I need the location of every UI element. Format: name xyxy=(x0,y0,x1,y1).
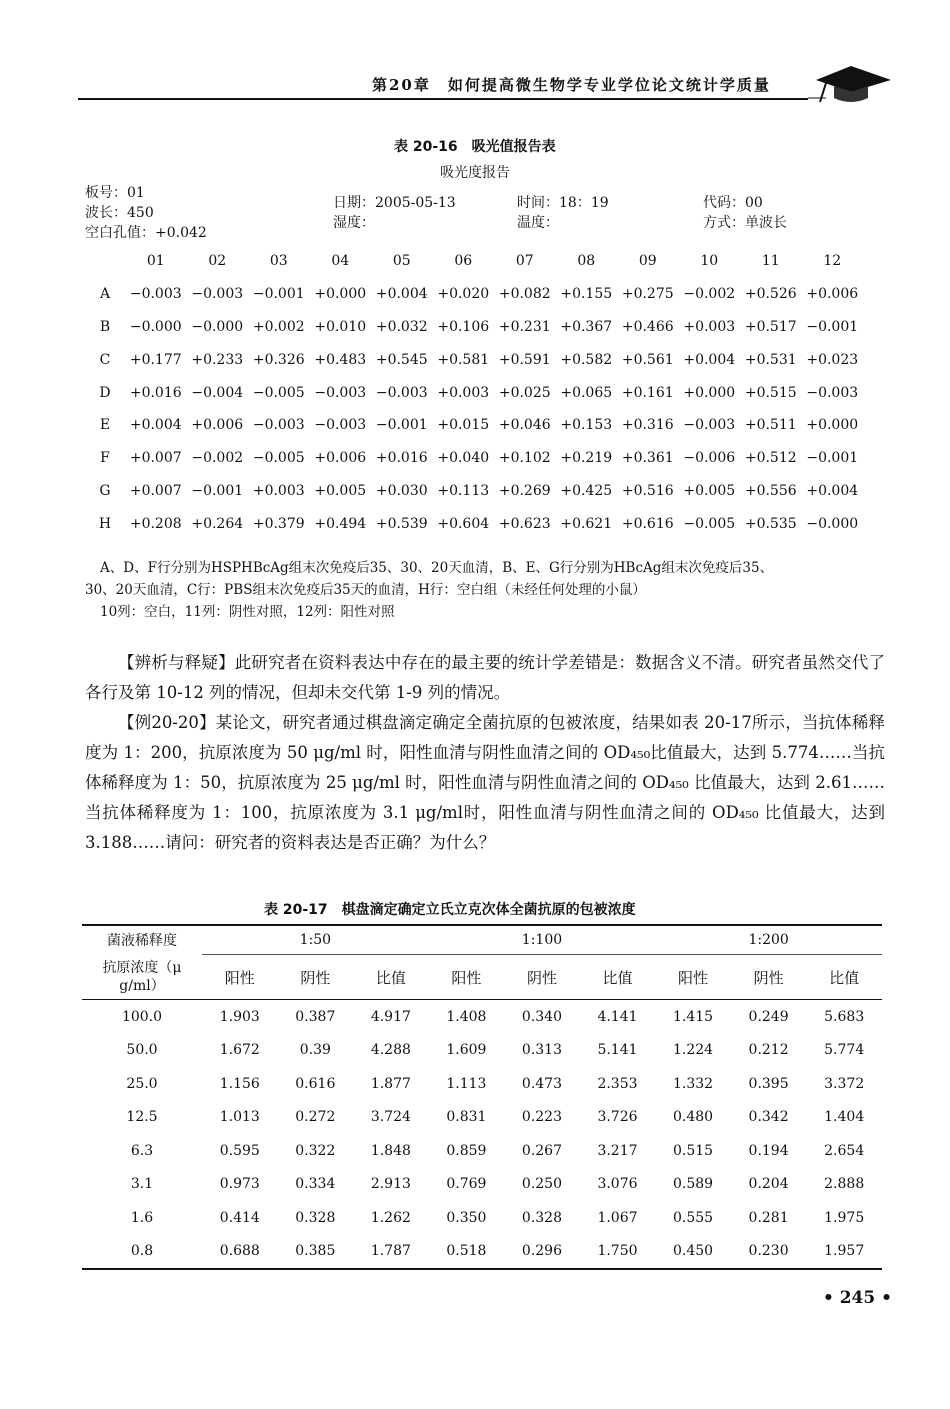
value-cell: 1.224 xyxy=(673,1042,714,1059)
absorbance-cell: −0.001 xyxy=(806,450,859,467)
value-cell: 0.204 xyxy=(748,1176,789,1193)
value-cell: 1.848 xyxy=(370,1142,411,1159)
absorbance-table xyxy=(85,245,863,540)
value-cell: 1.332 xyxy=(673,1075,714,1092)
value-cell: 0.769 xyxy=(446,1176,487,1193)
value-cell: 0.230 xyxy=(731,1235,807,1270)
absorbance-row xyxy=(85,507,863,540)
value-cell: 2.888 xyxy=(824,1176,865,1193)
concentration-cell: 0.8 xyxy=(82,1235,202,1270)
subhead-ratio: 比值 xyxy=(580,955,656,1000)
absorbance-cell: +0.264 xyxy=(191,515,244,532)
value-cell: 0.212 xyxy=(748,1042,789,1059)
value-cell: 0.328 xyxy=(521,1209,562,1226)
value-cell: 0.281 xyxy=(748,1209,789,1226)
absorbance-cell: +0.545 xyxy=(375,351,428,368)
date: 日期：2005-05-13 xyxy=(333,195,456,211)
dilution-label: 菌液稀释度 xyxy=(82,925,202,955)
table-row xyxy=(82,1101,882,1135)
subhead-positive: 阳性 xyxy=(655,955,731,1000)
table-row xyxy=(82,1235,882,1270)
subhead-positive: 阳性 xyxy=(429,955,505,1000)
column-header: 08 xyxy=(577,253,596,270)
value-cell: 1.609 xyxy=(446,1042,487,1059)
absorbance-body xyxy=(85,278,863,540)
absorbance-cell: +0.361 xyxy=(621,450,674,467)
absorbance-header-row xyxy=(85,245,863,278)
absorbance-cell: +0.326 xyxy=(252,351,305,368)
value-cell: 0.328 xyxy=(295,1209,336,1226)
value-cell: 4.917 xyxy=(370,1008,411,1025)
column-header: 12 xyxy=(823,253,842,270)
absorbance-cell: +0.010 xyxy=(314,318,367,335)
absorbance-cell: +0.581 xyxy=(437,351,490,368)
value-cell: 0.249 xyxy=(748,1008,789,1025)
absorbance-cell: +0.604 xyxy=(437,515,490,532)
absorbance-cell: −0.003 xyxy=(375,384,428,401)
absorbance-cell: +0.516 xyxy=(621,482,674,499)
concentration-cell: 50.0 xyxy=(126,1042,158,1059)
corner-cell xyxy=(85,245,125,278)
column-header: 07 xyxy=(515,253,534,270)
concentration-cell: 100.0 xyxy=(121,1008,163,1025)
subhead-positive: 阳性 xyxy=(202,955,278,1000)
absorbance-cell: +0.591 xyxy=(498,351,551,368)
value-cell: 0.973 xyxy=(219,1176,260,1193)
absorbance-cell: −0.006 xyxy=(683,450,736,467)
value-cell: 0.194 xyxy=(748,1142,789,1159)
absorbance-cell: +0.003 xyxy=(252,482,305,499)
table17-title: 表 20-17 棋盘滴定确定立氏立克次体全菌抗原的包被浓度 xyxy=(264,902,636,918)
value-cell: 1.156 xyxy=(219,1075,260,1092)
value-cell: 2.913 xyxy=(370,1176,411,1193)
value-cell: 1.408 xyxy=(446,1008,487,1025)
absorbance-cell: +0.379 xyxy=(252,515,305,532)
humidity: 湿度： xyxy=(333,215,375,231)
absorbance-row xyxy=(85,311,863,344)
concentration-cell: 1.6 xyxy=(130,1209,154,1226)
dilution-1-100: 1:100 xyxy=(429,925,656,955)
absorbance-cell: +0.032 xyxy=(375,318,428,335)
absorbance-cell: −0.005 xyxy=(252,384,305,401)
absorbance-cell: +0.007 xyxy=(129,482,182,499)
value-cell: 1.013 xyxy=(219,1109,260,1126)
value-cell: 1.113 xyxy=(446,1075,487,1092)
absorbance-cell: +0.425 xyxy=(560,482,613,499)
absorbance-cell: −0.001 xyxy=(191,482,244,499)
value-cell: 1.877 xyxy=(370,1075,411,1092)
table16-note-3: 10列：空白，11列：阴性对照，12列：阳性对照 xyxy=(100,604,395,620)
value-cell: 0.334 xyxy=(295,1176,336,1193)
table-row xyxy=(82,1000,882,1034)
absorbance-cell: +0.367 xyxy=(560,318,613,335)
value-cell: 0.473 xyxy=(521,1075,562,1092)
value-cell: 5.141 xyxy=(597,1042,638,1059)
value-cell: 1.750 xyxy=(580,1235,656,1270)
value-cell: 1.903 xyxy=(219,1008,260,1025)
value-cell: 3.724 xyxy=(370,1109,411,1126)
concentration-label: 抗原浓度（μ g/ml） xyxy=(82,955,202,1000)
time: 时间：18：19 xyxy=(517,195,609,211)
absorbance-cell: −0.002 xyxy=(191,450,244,467)
absorbance-cell: +0.515 xyxy=(744,384,797,401)
absorbance-cell: +0.046 xyxy=(498,417,551,434)
absorbance-cell: +0.177 xyxy=(129,351,182,368)
absorbance-cell: +0.316 xyxy=(621,417,674,434)
absorbance-cell: +0.003 xyxy=(683,318,736,335)
value-cell: 1.787 xyxy=(353,1235,429,1270)
absorbance-cell: +0.004 xyxy=(129,417,182,434)
value-cell: 0.589 xyxy=(673,1176,714,1193)
absorbance-cell: −0.001 xyxy=(252,286,305,303)
column-header: 11 xyxy=(761,253,780,270)
absorbance-cell: +0.006 xyxy=(191,417,244,434)
checkerboard-body xyxy=(82,1000,882,1270)
value-cell: 1.672 xyxy=(219,1042,260,1059)
temperature: 温度： xyxy=(517,215,559,231)
absorbance-cell: +0.003 xyxy=(437,384,490,401)
value-cell: 0.272 xyxy=(295,1109,336,1126)
value-cell: 0.350 xyxy=(446,1209,487,1226)
absorbance-cell: +0.233 xyxy=(191,351,244,368)
paragraph-2: 【例20-20】某论文，研究者通过棋盘滴定确定全菌抗原的包被浓度，结果如表 20-17所示，当抗体稀释度为 1：200，抗原浓度为 50 μg/ml 时，阳性血清与阴性血清之间的 OD₄₅₀比值最大，达到 5.774……当抗体稀释度为 1：50，抗原浓度为 25 μg/ml 时，阳性血清与阴性血清之间的 OD₄₅₀ 比值最大，达到 2.61……当抗体稀释度为 1：100，抗原浓度为 3.1 μg/ml时，阳性血清与阴性血清之间的 OD₄₅₀ 比值最大，达到 3.188……请问：研究者的资料表达是否正确？为什么？ xyxy=(85,713,885,852)
value-cell: 0.414 xyxy=(219,1209,260,1226)
absorbance-cell: +0.231 xyxy=(498,318,551,335)
subhead-negative: 阴性 xyxy=(504,955,580,1000)
subhead-negative: 阴性 xyxy=(731,955,807,1000)
absorbance-cell: +0.113 xyxy=(437,482,490,499)
row-label: E xyxy=(99,417,111,434)
absorbance-cell: +0.208 xyxy=(129,515,182,532)
absorbance-cell: +0.023 xyxy=(806,351,859,368)
value-cell: 0.450 xyxy=(655,1235,731,1270)
absorbance-row xyxy=(85,343,863,376)
column-header: 03 xyxy=(269,253,288,270)
absorbance-cell: +0.269 xyxy=(498,482,551,499)
value-cell: 0.518 xyxy=(429,1235,505,1270)
concentration-cell: 6.3 xyxy=(130,1142,154,1159)
table-row xyxy=(82,1134,882,1168)
absorbance-cell: +0.004 xyxy=(806,482,859,499)
value-cell: 0.387 xyxy=(295,1008,336,1025)
value-cell: 3.372 xyxy=(824,1075,865,1092)
value-cell: 0.616 xyxy=(295,1075,336,1092)
value-cell: 1.067 xyxy=(597,1209,638,1226)
absorbance-cell: −0.003 xyxy=(129,286,182,303)
absorbance-cell: +0.623 xyxy=(498,515,551,532)
value-cell: 0.296 xyxy=(504,1235,580,1270)
row-label: F xyxy=(100,450,110,467)
absorbance-cell: +0.483 xyxy=(314,351,367,368)
value-cell: 0.688 xyxy=(202,1235,278,1270)
column-header: 02 xyxy=(208,253,227,270)
analysis-paragraph xyxy=(85,648,885,858)
concentration-cell: 25.0 xyxy=(126,1075,158,1092)
value-cell: 5.683 xyxy=(824,1008,865,1025)
value-cell: 0.555 xyxy=(673,1209,714,1226)
absorbance-cell: +0.556 xyxy=(744,482,797,499)
absorbance-cell: +0.535 xyxy=(744,515,797,532)
absorbance-cell: +0.466 xyxy=(621,318,674,335)
absorbance-cell: +0.016 xyxy=(375,450,428,467)
table16-title: 表 20-16 吸光值报告表 xyxy=(394,139,556,155)
absorbance-cell: +0.155 xyxy=(560,286,613,303)
chapter-header: 第20章 如何提高微生物学专业学位论文统计学质量 xyxy=(372,76,771,94)
value-cell: 1.404 xyxy=(824,1109,865,1126)
absorbance-row xyxy=(85,278,863,311)
value-cell: 0.313 xyxy=(521,1042,562,1059)
absorbance-row xyxy=(85,475,863,508)
value-cell: 0.223 xyxy=(521,1109,562,1126)
absorbance-cell: −0.003 xyxy=(252,417,305,434)
absorbance-cell: −0.000 xyxy=(129,318,182,335)
absorbance-cell: −0.003 xyxy=(314,417,367,434)
paragraph-1: 【辨析与释疑】此研究者在资料表达中存在的最主要的统计学差错是：数据含义不清。研究者虽然交代了各行及第 10-12 列的情况，但却未交代第 1-9 列的情况。 xyxy=(85,653,885,702)
value-cell: 0.831 xyxy=(446,1109,487,1126)
value-cell: 0.39 xyxy=(299,1042,331,1059)
absorbance-cell: +0.494 xyxy=(314,515,367,532)
absorbance-row xyxy=(85,409,863,442)
subhead-negative: 阴性 xyxy=(278,955,354,1000)
absorbance-cell: −0.003 xyxy=(683,417,736,434)
table16-note-1: A、D、F行分别为HSPHBcAg组末次免疫后35、30、20天血清，B、E、G行分别为HBcAg组末次免疫后35、 xyxy=(100,560,774,576)
wavelength: 波长：450 xyxy=(85,205,154,221)
absorbance-cell: +0.000 xyxy=(806,417,859,434)
plate-no: 板号：01 xyxy=(85,185,145,201)
value-cell: 3.726 xyxy=(597,1109,638,1126)
table16-note-2: 30、20天血清，C行：PBS组末次免疫后35天的血清，H行：空白组（未经任何处理的小鼠） xyxy=(85,582,646,598)
subhead-ratio: 比值 xyxy=(353,955,429,1000)
checkerboard-table xyxy=(82,924,882,1270)
absorbance-cell: +0.161 xyxy=(621,384,674,401)
table16-subtitle: 吸光度报告 xyxy=(440,165,510,181)
absorbance-cell: −0.000 xyxy=(806,515,859,532)
absorbance-cell: −0.000 xyxy=(191,318,244,335)
table-row xyxy=(82,1168,882,1202)
absorbance-cell: +0.000 xyxy=(314,286,367,303)
value-cell: 3.076 xyxy=(597,1176,638,1193)
row-label: C xyxy=(99,351,111,368)
absorbance-cell: −0.001 xyxy=(375,417,428,434)
absorbance-cell: +0.582 xyxy=(560,351,613,368)
header-rule xyxy=(78,98,808,100)
absorbance-cell: −0.003 xyxy=(314,384,367,401)
value-cell: 0.385 xyxy=(278,1235,354,1270)
value-cell: 0.480 xyxy=(673,1109,714,1126)
absorbance-cell: +0.106 xyxy=(437,318,490,335)
value-cell: 1.415 xyxy=(673,1008,714,1025)
absorbance-cell: −0.005 xyxy=(683,515,736,532)
concentration-cell: 3.1 xyxy=(130,1176,154,1193)
value-cell: 0.515 xyxy=(673,1142,714,1159)
value-cell: 0.395 xyxy=(748,1075,789,1092)
subhead-ratio: 比值 xyxy=(806,955,882,1000)
value-cell: 2.353 xyxy=(597,1075,638,1092)
absorbance-cell: +0.006 xyxy=(314,450,367,467)
column-header: 05 xyxy=(392,253,411,270)
absorbance-cell: +0.002 xyxy=(252,318,305,335)
value-cell: 1.262 xyxy=(370,1209,411,1226)
absorbance-cell: +0.616 xyxy=(621,515,674,532)
absorbance-cell: +0.004 xyxy=(683,351,736,368)
absorbance-cell: −0.002 xyxy=(683,286,736,303)
value-cell: 0.859 xyxy=(446,1142,487,1159)
absorbance-cell: +0.025 xyxy=(498,384,551,401)
absorbance-cell: −0.001 xyxy=(806,318,859,335)
value-cell: 3.217 xyxy=(597,1142,638,1159)
value-cell: 4.288 xyxy=(370,1042,411,1059)
value-cell: 0.322 xyxy=(295,1142,336,1159)
column-header: 10 xyxy=(700,253,719,270)
absorbance-cell: +0.015 xyxy=(437,417,490,434)
absorbance-cell: +0.065 xyxy=(560,384,613,401)
blank-value: 空白孔值：+0.042 xyxy=(85,225,207,241)
absorbance-cell: +0.016 xyxy=(129,384,182,401)
absorbance-cell: +0.517 xyxy=(744,318,797,335)
absorbance-row xyxy=(85,442,863,475)
dilution-1-50: 1:50 xyxy=(202,925,429,955)
absorbance-cell: +0.531 xyxy=(744,351,797,368)
code: 代码：00 xyxy=(703,195,763,211)
row-label: A xyxy=(99,286,111,303)
absorbance-cell: −0.003 xyxy=(806,384,859,401)
absorbance-cell: +0.275 xyxy=(621,286,674,303)
absorbance-cell: +0.082 xyxy=(498,286,551,303)
absorbance-cell: +0.005 xyxy=(314,482,367,499)
absorbance-cell: +0.020 xyxy=(437,286,490,303)
row-label: G xyxy=(99,482,111,499)
absorbance-cell: +0.102 xyxy=(498,450,551,467)
absorbance-cell: +0.007 xyxy=(129,450,182,467)
concentration-cell: 12.5 xyxy=(126,1109,158,1126)
value-cell: 2.654 xyxy=(824,1142,865,1159)
absorbance-cell: −0.003 xyxy=(191,286,244,303)
absorbance-cell: +0.005 xyxy=(683,482,736,499)
absorbance-cell: +0.526 xyxy=(744,286,797,303)
absorbance-cell: +0.219 xyxy=(560,450,613,467)
value-cell: 0.342 xyxy=(748,1109,789,1126)
absorbance-cell: +0.512 xyxy=(744,450,797,467)
dilution-1-200: 1:200 xyxy=(655,925,882,955)
table-row xyxy=(82,1034,882,1068)
value-cell: 0.595 xyxy=(219,1142,260,1159)
value-cell: 1.957 xyxy=(806,1235,882,1270)
value-cell: 0.250 xyxy=(521,1176,562,1193)
column-header: 04 xyxy=(331,253,350,270)
table-row xyxy=(82,1067,882,1101)
value-cell: 4.141 xyxy=(597,1008,638,1025)
absorbance-cell: +0.539 xyxy=(375,515,428,532)
absorbance-cell: −0.005 xyxy=(252,450,305,467)
absorbance-cell: +0.153 xyxy=(560,417,613,434)
absorbance-cell: +0.000 xyxy=(683,384,736,401)
row-label: H xyxy=(98,515,112,532)
column-header: 01 xyxy=(146,253,165,270)
absorbance-cell: +0.511 xyxy=(744,417,797,434)
value-cell: 0.340 xyxy=(521,1008,562,1025)
absorbance-cell: +0.040 xyxy=(437,450,490,467)
column-header: 06 xyxy=(454,253,473,270)
graduation-cap-icon xyxy=(806,58,896,108)
absorbance-cell: −0.004 xyxy=(191,384,244,401)
column-header: 09 xyxy=(638,253,657,270)
absorbance-cell: +0.561 xyxy=(621,351,674,368)
value-cell: 1.975 xyxy=(824,1209,865,1226)
subheader-row xyxy=(82,955,882,1000)
absorbance-cell: +0.006 xyxy=(806,286,859,303)
mode: 方式：单波长 xyxy=(703,215,787,231)
absorbance-cell: +0.621 xyxy=(560,515,613,532)
absorbance-row xyxy=(85,376,863,409)
absorbance-cell: +0.004 xyxy=(375,286,428,303)
absorbance-cell: +0.030 xyxy=(375,482,428,499)
row-label: D xyxy=(99,384,111,401)
dilution-header-row xyxy=(82,925,882,955)
row-label: B xyxy=(99,318,111,335)
table-row xyxy=(82,1201,882,1235)
value-cell: 5.774 xyxy=(824,1042,865,1059)
page-number: • 245 • xyxy=(822,1288,892,1308)
value-cell: 0.267 xyxy=(521,1142,562,1159)
